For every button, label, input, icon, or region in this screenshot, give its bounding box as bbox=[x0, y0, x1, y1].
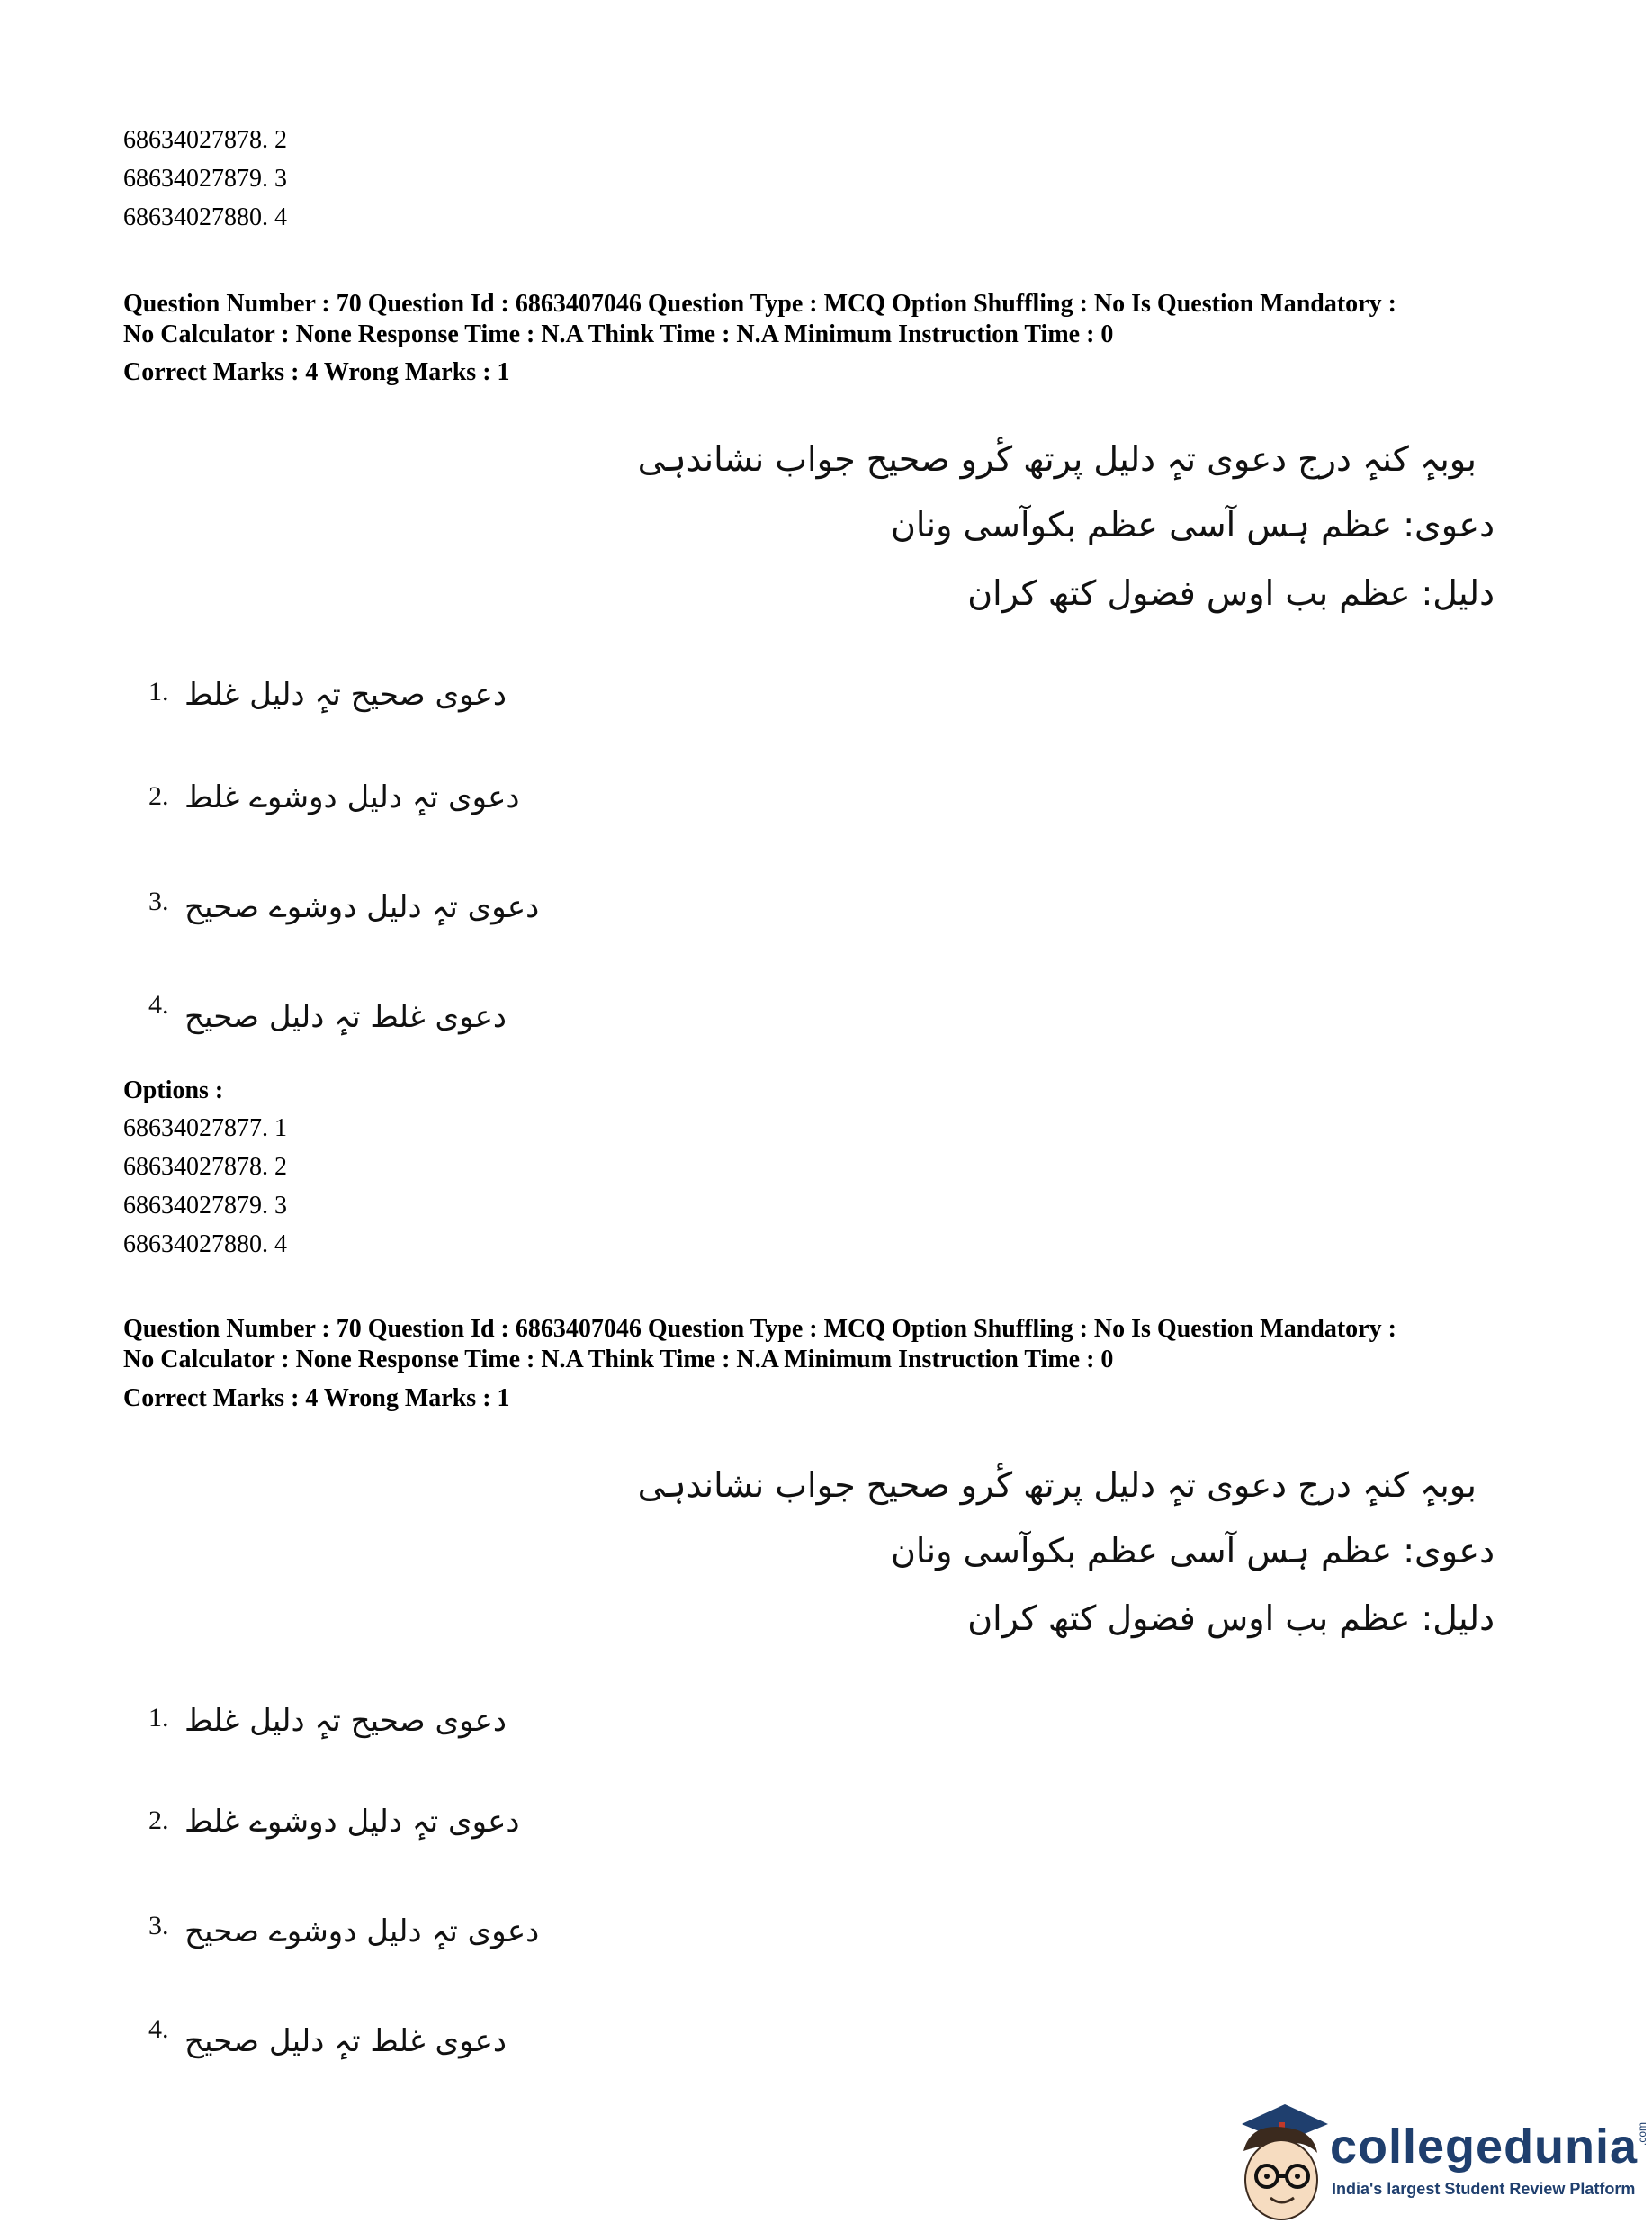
question-prompt-line: بوبہٕ کنہٕ درج دعوی تہٕ دلیل پرتھ کٔرو صحیح جواب نشاندہی bbox=[637, 439, 1477, 479]
choice-number: 3. bbox=[148, 887, 169, 916]
question-prompt-line: دعوی: عظم ہس آسی عظم بکوآسی ونان bbox=[891, 1531, 1495, 1571]
collegedunia-logo bbox=[1224, 2097, 1652, 2228]
option-line: 68634027879. 3 bbox=[123, 165, 287, 193]
choice-text: دعوی صحیح تہٕ دلیل غلط bbox=[184, 1703, 507, 1739]
choice-number: 1. bbox=[148, 1703, 169, 1733]
question-meta-line1: Question Number : 70 Question Id : 6863407046 Question Type : MCQ Option Shuffling : No Is Question Mandatory : bbox=[123, 1315, 1396, 1343]
brand-name: collegedunia bbox=[1330, 2120, 1639, 2174]
option-line: 68634027878. 2 bbox=[123, 1153, 287, 1181]
choice-text: دعوی تہٕ دلیل دوشوے صحیح bbox=[184, 889, 540, 925]
choice-number: 2. bbox=[148, 781, 169, 811]
choice-number: 2. bbox=[148, 1805, 169, 1835]
option-line: 68634027879. 3 bbox=[123, 1192, 287, 1220]
question-marks: Correct Marks : 4 Wrong Marks : 1 bbox=[123, 358, 510, 386]
question-marks: Correct Marks : 4 Wrong Marks : 1 bbox=[123, 1384, 510, 1412]
question-meta-line2: No Calculator : None Response Time : N.A Think Time : N.A Minimum Instruction Time : 0 bbox=[123, 320, 1114, 348]
option-line: 68634027880. 4 bbox=[123, 203, 287, 231]
brand-suffix: .com bbox=[1636, 2121, 1649, 2147]
option-line: 68634027880. 4 bbox=[123, 1230, 287, 1258]
question-prompt-line: دلیل: عظم بب اوس فضول کتھ کران bbox=[967, 573, 1495, 613]
choice-text: دعوی غلط تہٕ دلیل صحیح bbox=[184, 2023, 507, 2059]
options-label: Options : bbox=[123, 1076, 224, 1104]
choice-text: دعوی تہٕ دلیل دوشوے غلط bbox=[184, 1804, 520, 1840]
option-line: 68634027878. 2 bbox=[123, 126, 287, 154]
choice-number: 1. bbox=[148, 677, 169, 707]
brand-tagline: India's largest Student Review Platform bbox=[1332, 2180, 1636, 2198]
choice-text: دعوی تہٕ دلیل دوشوے صحیح bbox=[184, 1913, 540, 1949]
question-meta-line2: No Calculator : None Response Time : N.A Think Time : N.A Minimum Instruction Time : 0 bbox=[123, 1346, 1114, 1373]
choice-text: دعوی صحیح تہٕ دلیل غلط bbox=[184, 677, 507, 713]
choice-text: دعوی تہٕ دلیل دوشوے غلط bbox=[184, 779, 520, 815]
question-prompt-line: دلیل: عظم بب اوس فضول کتھ کران bbox=[967, 1598, 1495, 1638]
option-line: 68634027877. 1 bbox=[123, 1114, 287, 1142]
question-meta-line1: Question Number : 70 Question Id : 6863407046 Question Type : MCQ Option Shuffling : No Is Question Mandatory : bbox=[123, 290, 1396, 318]
student-mascot-icon bbox=[1224, 2097, 1332, 2228]
choice-text: دعوی غلط تہٕ دلیل صحیح bbox=[184, 999, 507, 1035]
choice-number: 4. bbox=[148, 990, 169, 1020]
question-prompt-line: دعوی: عظم ہس آسی عظم بکوآسی ونان bbox=[891, 505, 1495, 545]
choice-number: 3. bbox=[148, 1911, 169, 1940]
choice-number: 4. bbox=[148, 2014, 169, 2044]
question-prompt-line: بوبہٕ کنہٕ درج دعوی تہٕ دلیل پرتھ کٔرو صحیح جواب نشاندہی bbox=[637, 1465, 1477, 1505]
